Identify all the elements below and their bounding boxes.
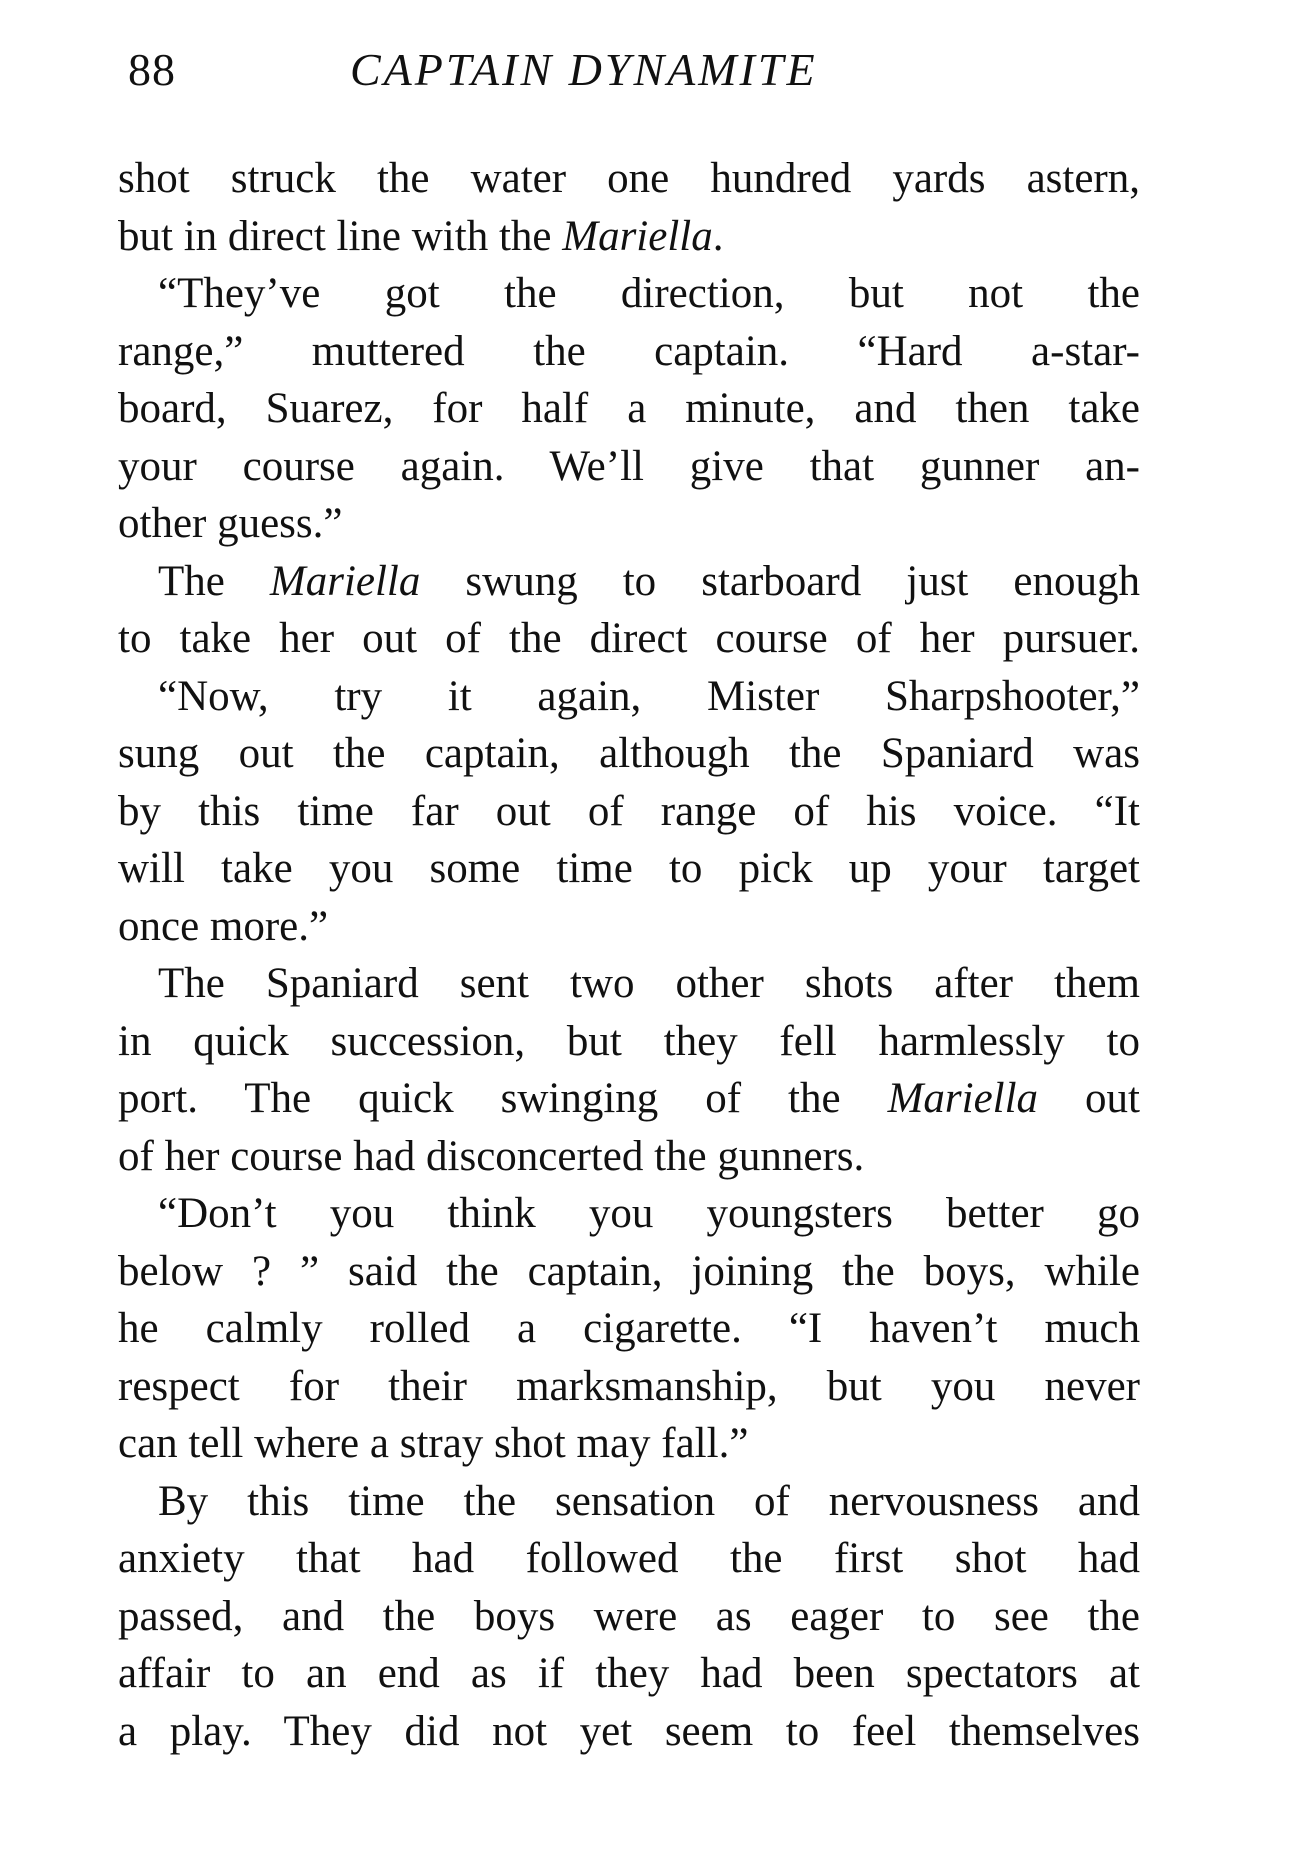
text-line <box>118 1013 1140 1071</box>
text-line <box>118 1703 1140 1761</box>
italic-ship-name: Mariella <box>562 212 713 260</box>
text-line <box>118 1185 1140 1243</box>
text-run: swung to starboard just enough <box>420 557 1140 605</box>
text-line <box>118 668 1140 726</box>
text-run: a play. They did not yet seem to feel themselves <box>118 1707 1140 1755</box>
text-run: but in direct line with the <box>118 212 563 260</box>
text-run: in quick succession, but they fell harmlessly to <box>118 1017 1140 1065</box>
text-line <box>118 553 1140 611</box>
text-line <box>118 898 1140 956</box>
text-run: sung out the captain, although the Spaniard was <box>118 730 1140 777</box>
text-run: By this time the sensation of nervousness and <box>158 1477 1140 1525</box>
text-run: other guess.” <box>118 500 343 547</box>
italic-ship-name: Mariella <box>269 557 421 605</box>
text-line <box>118 610 1140 668</box>
text-line <box>118 265 1140 323</box>
text-run: respect for their marksmanship, but you never <box>118 1362 1140 1410</box>
text-run: your course again. We’ll give that gunner an- <box>118 442 1140 490</box>
text-line <box>118 438 1140 496</box>
text-run: . <box>712 212 724 260</box>
text-run: “They’ve got the direction, but not the <box>158 270 1140 317</box>
text-run: “Now, try it again, Mister Sharpshooter,” <box>158 672 1140 720</box>
text-line <box>118 1128 1140 1186</box>
text-run: passed, and the boys were as eager to see the <box>118 1592 1140 1640</box>
running-title: CAPTAIN DYNAMITE <box>350 44 818 95</box>
body-text <box>118 150 1140 1760</box>
text-line <box>118 1530 1140 1588</box>
text-line <box>118 380 1140 438</box>
text-run: of her course had disconcerted the gunners. <box>118 1132 865 1180</box>
text-run: below ? ” said the captain, joining the boys, while <box>118 1247 1140 1295</box>
text-run: to take her out of the direct course of her pursuer. <box>118 615 1140 662</box>
text-run: once more.” <box>118 902 329 950</box>
running-head <box>128 40 1128 100</box>
text-line <box>118 1243 1140 1301</box>
text-run: The Spaniard sent two other shots after them <box>158 960 1140 1007</box>
text-line <box>118 840 1140 898</box>
text-line <box>118 150 1140 208</box>
text-run: board, Suarez, for half a minute, and then take <box>118 385 1140 432</box>
text-run: anxiety that had followed the first shot had <box>118 1535 1140 1582</box>
text-line <box>118 495 1140 553</box>
text-line <box>118 955 1140 1013</box>
text-line <box>118 725 1140 783</box>
text-run: The <box>158 557 270 605</box>
italic-ship-name: Mariella <box>887 1075 1039 1122</box>
text-line <box>118 1645 1140 1703</box>
text-run: port. The quick swinging of the <box>118 1075 888 1122</box>
text-run: shot struck the water one hundred yards astern, <box>118 155 1140 202</box>
text-run: will take you some time to pick up your target <box>118 845 1140 892</box>
text-run: by this time far out of range of his voice. “It <box>118 787 1140 835</box>
text-line <box>118 1300 1140 1358</box>
text-line <box>118 323 1140 381</box>
text-line <box>118 1588 1140 1646</box>
text-run: range,” muttered the captain. “Hard a-star- <box>118 327 1140 375</box>
text-run: out <box>1038 1075 1140 1122</box>
text-line <box>118 1070 1140 1128</box>
text-line <box>118 1415 1140 1473</box>
page-number: 88 <box>128 44 176 95</box>
text-run: affair to an end as if they had been spectators at <box>118 1650 1140 1697</box>
text-run: can tell where a stray shot may fall.” <box>118 1420 749 1467</box>
text-line <box>118 1473 1140 1531</box>
text-line <box>118 783 1140 841</box>
text-line <box>118 1358 1140 1416</box>
text-run: he calmly rolled a cigarette. “I haven’t much <box>118 1305 1140 1352</box>
text-run: “Don’t you think you youngsters better go <box>158 1190 1140 1237</box>
text-line <box>118 208 1140 266</box>
